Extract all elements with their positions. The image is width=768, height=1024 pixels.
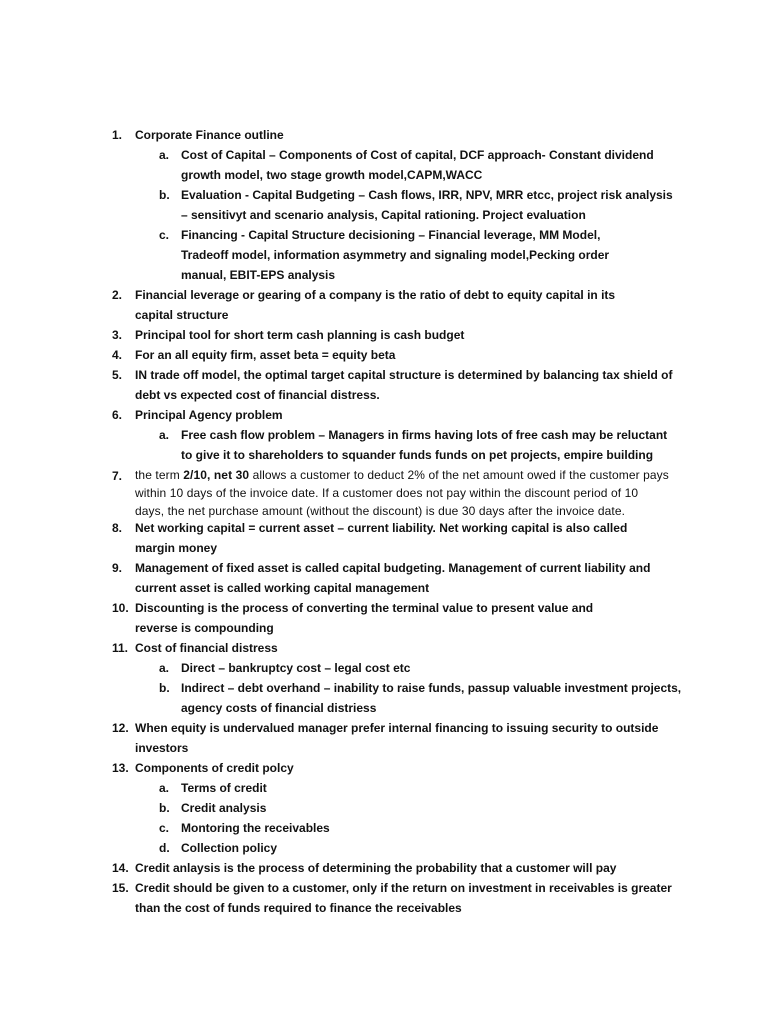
sub-item-letter: a. bbox=[159, 661, 170, 675]
item-number: 11. bbox=[112, 641, 129, 655]
item-text: Principal tool for short term cash planning is cash budget bbox=[135, 328, 465, 342]
item-text: Net working capital = current asset – current liability. Net working capital is also called margin money bbox=[135, 521, 628, 555]
item-number: 13. bbox=[112, 761, 129, 775]
item-number: 6. bbox=[112, 408, 123, 422]
item-text: IN trade off model, the optimal target capital structure is determined by balancing tax shield of debt vs expected cost of financial distress. bbox=[135, 368, 673, 402]
item-text: Financial leverage or gearing of a company is the ratio of debt to equity capital in its capital structure bbox=[135, 288, 616, 322]
item-number: 1. bbox=[112, 128, 123, 142]
sub-item-text: Indirect – debt overhand – inability to raise funds, passup valuable investment projects, agency costs of financial distriess bbox=[181, 681, 682, 715]
item-number: 8. bbox=[112, 521, 123, 535]
sub-item-letter: d. bbox=[159, 841, 170, 855]
item-text bbox=[135, 466, 670, 520]
item-text: Components of credit polcy bbox=[135, 761, 294, 775]
sub-item-text: Collection policy bbox=[181, 841, 278, 855]
sub-item-letter: b. bbox=[159, 681, 170, 695]
item-number: 15. bbox=[112, 881, 129, 895]
item-number: 7. bbox=[112, 469, 123, 483]
item-number: 4. bbox=[112, 348, 123, 362]
item-number: 12. bbox=[112, 721, 129, 735]
sub-item-text: Montoring the receivables bbox=[181, 821, 330, 835]
item-text-bold: 2/10, net 30 bbox=[183, 468, 250, 482]
item-text: Corporate Finance outline bbox=[135, 128, 284, 142]
item-number: 10. bbox=[112, 601, 129, 615]
sub-item-letter: b. bbox=[159, 801, 170, 815]
sub-item-text: Direct – bankruptcy cost – legal cost etc bbox=[181, 661, 411, 675]
item-text: Cost of financial distress bbox=[135, 641, 278, 655]
item-text: When equity is undervalued manager prefer internal financing to issuing security to outside investors bbox=[135, 721, 659, 755]
sub-item-text: Financing - Capital Structure decisioning – Financial leverage, MM Model, Tradeoff model, information asymmetry and signaling model,Pecking order manual, EBIT-EPS analysis bbox=[181, 228, 610, 282]
sub-item-text: Cost of Capital – Components of Cost of capital, DCF approach- Constant dividend growth model, two stage growth model,CAPM,WACC bbox=[181, 148, 654, 182]
sub-item-text: Free cash flow problem – Managers in firms having lots of free cash may be reluctant to give it to shareholders to squander funds funds on pet projects, empire building bbox=[181, 428, 668, 462]
item-text: Credit anlaysis is the process of determining the probability that a customer will pay bbox=[135, 861, 617, 875]
sub-item-letter: a. bbox=[159, 428, 170, 442]
item-text: Credit should be given to a customer, only if the return on investment in receivables is greater than the cost of funds required to finance the receivables bbox=[135, 881, 672, 915]
item-text: For an all equity firm, asset beta = equity beta bbox=[135, 348, 396, 362]
sub-item-letter: c. bbox=[159, 821, 170, 835]
item-number: 3. bbox=[112, 328, 123, 342]
sub-item-letter: c. bbox=[159, 228, 170, 242]
sub-item-text: Terms of credit bbox=[181, 781, 267, 795]
item-number: 5. bbox=[112, 368, 123, 382]
item-text-part: the term bbox=[135, 468, 184, 482]
item-text: Management of fixed asset is called capital budgeting. Management of current liability and current asset is called working capital management bbox=[135, 561, 651, 595]
sub-item-letter: b. bbox=[159, 188, 170, 202]
item-text: Principal Agency problem bbox=[135, 408, 283, 422]
item-text: Discounting is the process of converting the terminal value to present value and reverse is compounding bbox=[135, 601, 594, 635]
item-number: 2. bbox=[112, 288, 123, 302]
item-number: 9. bbox=[112, 561, 123, 575]
item-number: 14. bbox=[112, 861, 129, 875]
item-text-part: allows a customer to deduct 2% of the net amount owed if the customer pays within 10 days of the invoice date. If a customer does not pay within the discount period of 10 days, the net purchase amount (without the discount) is due 30 days after the invoice date. bbox=[135, 468, 669, 518]
sub-item-text: Credit analysis bbox=[181, 801, 267, 815]
sub-item-text: Evaluation - Capital Budgeting – Cash flows, IRR, NPV, MRR etcc, project risk analysis – sensitivyt and scenario analysis, Capital rationing. Project evaluation bbox=[181, 188, 673, 222]
sub-item-letter: a. bbox=[159, 781, 170, 795]
sub-item-letter: a. bbox=[159, 148, 170, 162]
